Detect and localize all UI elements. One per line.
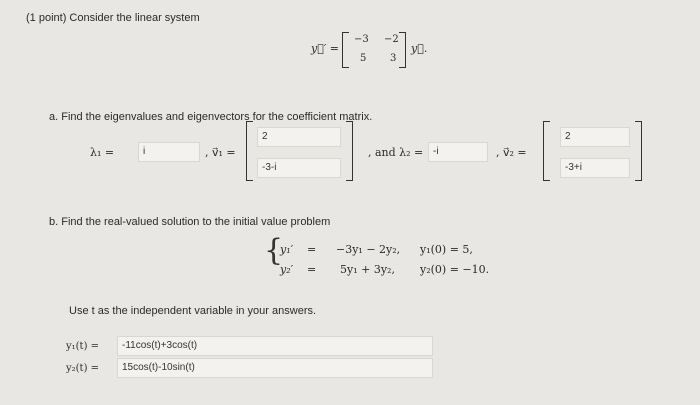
y1-label: y₁(t) = (66, 341, 100, 352)
eq1-initial-condition: y₁(0) = 5, (420, 243, 473, 256)
v1-label: , v⃗₁ = (205, 146, 236, 159)
eq2-rhs: 5y₁ + 3y₂, (340, 263, 395, 276)
lambda1-input[interactable]: i (138, 142, 200, 162)
y1-answer-input[interactable]: -11cos(t)+3cos(t) (117, 336, 433, 356)
lambda2-input[interactable]: -i (428, 142, 488, 162)
eq2-equals: = (307, 263, 317, 276)
part-b-prompt: b. Find the real-valued solution to the initial value problem (49, 216, 331, 228)
matrix-a11: −3 (354, 34, 369, 45)
v2-top-input[interactable]: 2 (560, 127, 630, 147)
eq1-rhs: −3y₁ − 2y₂, (336, 243, 401, 256)
v2-right-bracket (635, 121, 642, 181)
v1-right-bracket (346, 121, 353, 181)
system-brace: { (264, 233, 284, 268)
eq1-lhs: y₁′ (280, 243, 294, 256)
matrix-right-bracket (399, 32, 406, 68)
matrix-a22: 3 (390, 53, 397, 64)
v2-left-bracket (543, 121, 550, 181)
v2-bottom-input[interactable]: -3+i (560, 158, 630, 178)
y2-answer-input[interactable]: 15cos(t)-10sin(t) (117, 358, 433, 378)
matrix-left-bracket (342, 32, 349, 68)
instruction-text: Use t as the independent variable in your answers. (69, 305, 317, 317)
eq2-initial-condition: y₂(0) = −10. (420, 263, 490, 276)
v1-left-bracket (246, 121, 253, 181)
matrix-a21: 5 (360, 53, 367, 64)
eq1-equals: = (307, 243, 317, 256)
problem-title: (1 point) Consider the linear system (26, 12, 200, 24)
system-rhs: y⃗. (411, 42, 428, 55)
v1-top-input[interactable]: 2 (257, 127, 341, 147)
system-lhs: y⃗′ = (311, 42, 340, 55)
part-a-prompt: a. Find the eigenvalues and eigenvectors for the coefficient matrix. (49, 111, 373, 123)
matrix-a12: −2 (384, 34, 399, 45)
y2-label: y₂(t) = (66, 363, 100, 374)
v1-bottom-input[interactable]: -3-i (257, 158, 341, 178)
lambda1-label: λ₁ = (90, 146, 115, 159)
lambda2-label: , and λ₂ = (368, 146, 424, 159)
eq2-lhs: y₂′ (280, 263, 294, 276)
v2-label: , v⃗₂ = (496, 146, 527, 159)
